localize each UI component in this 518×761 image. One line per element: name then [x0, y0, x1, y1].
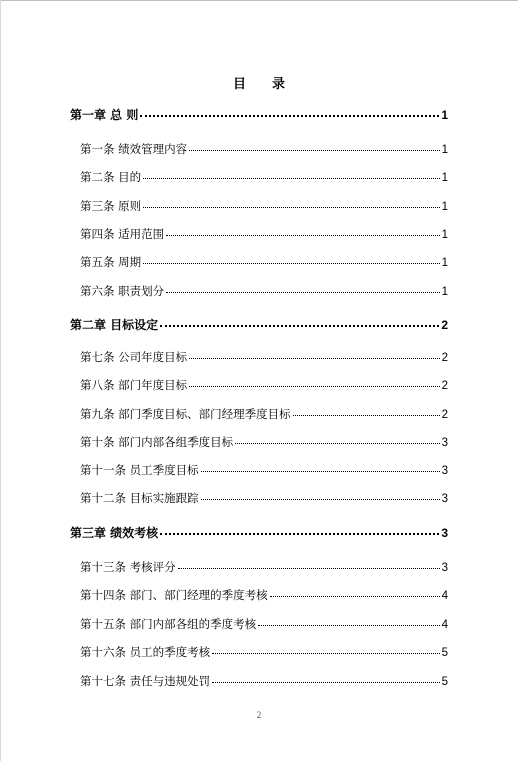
toc-dot-leader [143, 178, 439, 179]
toc-entry-label: 第十五条 部门内部各组的季度考核 [80, 617, 257, 631]
toc-dot-leader [258, 625, 439, 626]
toc-article-entry[interactable] [80, 434, 448, 450]
page-left-border [0, 0, 1, 761]
toc-article-entry[interactable] [80, 141, 448, 157]
toc-article-entry[interactable] [80, 559, 448, 575]
toc-entry-page: 2 [441, 318, 448, 332]
toc-entry-page: 2 [441, 352, 448, 364]
toc-entry-page: 1 [441, 257, 448, 269]
toc-entry-label: 第十二条 目标实施跟踪 [80, 491, 199, 505]
toc-title [0, 73, 518, 92]
toc-article-entry[interactable] [80, 283, 448, 299]
toc-entry-label: 第十一条 员工季度目标 [80, 463, 199, 477]
toc-dot-leader [189, 386, 439, 387]
toc-entry-page: 3 [441, 437, 448, 449]
toc-entry-page: 1 [441, 108, 448, 122]
toc-entry-page: 1 [441, 229, 448, 241]
toc-dot-leader [212, 653, 439, 654]
toc-entry-page: 5 [441, 647, 448, 659]
toc-article-entry[interactable] [80, 198, 448, 214]
toc-dot-leader [160, 325, 439, 327]
page-top-border [0, 0, 518, 1]
toc-entry-page: 1 [441, 201, 448, 213]
toc-entry-page: 2 [441, 380, 448, 392]
toc-dot-leader [140, 115, 439, 117]
toc-article-entry[interactable] [80, 377, 448, 393]
toc-entry-page: 1 [441, 172, 448, 184]
toc-entry-page: 5 [441, 676, 448, 688]
page-number: 2 [256, 710, 262, 720]
toc-dot-leader [178, 568, 440, 569]
toc-entry-label: 第八条 部门年度目标 [80, 378, 188, 392]
toc-dot-leader [143, 263, 439, 264]
toc-entry-label: 第五条 周期 [80, 255, 142, 269]
toc-article-entry[interactable] [80, 406, 448, 422]
toc-chapter-entry[interactable] [70, 316, 448, 333]
toc-article-entry[interactable] [80, 254, 448, 270]
toc-dot-leader [166, 292, 439, 293]
toc-entry-label: 第一条 绩效管理内容 [80, 142, 188, 156]
toc-dot-leader [212, 682, 439, 683]
toc-article-entry[interactable] [80, 226, 448, 242]
toc-dot-leader [201, 471, 440, 472]
toc-article-entry[interactable] [80, 169, 448, 185]
toc-entry-label: 第二章 目标设定 [70, 318, 159, 332]
toc-entry-label: 第三章 绩效考核 [70, 526, 159, 540]
toc-dot-leader [143, 207, 439, 208]
toc-title-right: 录 [272, 77, 286, 92]
toc-entry-label: 第六条 职责划分 [80, 284, 165, 298]
toc-article-entry[interactable] [80, 587, 448, 603]
toc-article-entry[interactable] [80, 673, 448, 689]
toc-article-entry[interactable] [80, 616, 448, 632]
toc-entry-page: 4 [441, 619, 448, 631]
toc-chapter-entry[interactable] [70, 106, 448, 123]
toc-dot-leader [189, 150, 439, 151]
toc-article-entry[interactable] [80, 462, 448, 478]
toc-article-entry[interactable] [80, 349, 448, 365]
toc-entry-label: 第一章 总 则 [70, 108, 139, 122]
toc-entry-label: 第十条 部门内部各组季度目标 [80, 435, 234, 449]
toc-entry-label: 第四条 适用范围 [80, 227, 165, 241]
toc-entry-label: 第九条 部门季度目标、部门经理季度目标 [80, 407, 291, 421]
toc-entry-page: 4 [441, 590, 448, 602]
toc-entry-page: 3 [441, 465, 448, 477]
toc-entry-label: 第三条 原则 [80, 199, 142, 213]
toc-entry-label: 第十三条 考核评分 [80, 560, 176, 574]
toc-dot-leader [166, 235, 439, 236]
toc-entry-label: 第七条 公司年度目标 [80, 350, 188, 364]
toc-dot-leader [270, 596, 440, 597]
toc-dot-leader [201, 499, 440, 500]
toc-entry-label: 第十六条 员工的季度考核 [80, 645, 211, 659]
toc-entry-page: 1 [441, 144, 448, 156]
toc-entry-page: 1 [441, 286, 448, 298]
toc-entry-page: 2 [441, 409, 448, 421]
toc-dot-leader [189, 358, 439, 359]
toc-entry-label: 第二条 目的 [80, 170, 142, 184]
toc-dot-leader [293, 415, 440, 416]
toc-entry-label: 第十七条 责任与违规处罚 [80, 674, 211, 688]
toc-dot-leader [235, 443, 439, 444]
toc-entry-page: 3 [441, 562, 448, 574]
toc-article-entry[interactable] [80, 490, 448, 506]
toc-dot-leader [160, 533, 439, 535]
toc-entry-page: 3 [441, 493, 448, 505]
toc-entry-page: 3 [441, 526, 448, 540]
toc-article-entry[interactable] [80, 644, 448, 660]
toc-title-left: 目 [232, 77, 246, 92]
toc-entry-label: 第十四条 部门、部门经理的季度考核 [80, 588, 268, 602]
toc-chapter-entry[interactable] [70, 524, 448, 541]
